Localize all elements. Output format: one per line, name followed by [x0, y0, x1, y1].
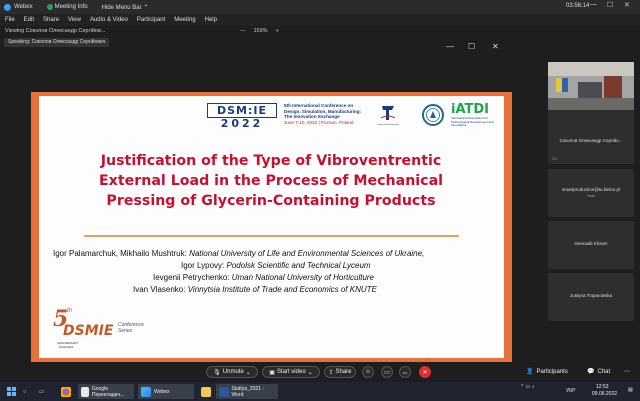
unmute-button[interactable]: [206, 366, 258, 378]
conference-series-label: Conference Series: [118, 322, 144, 334]
slide-title-line-2: External Load in the Process of Mechanical: [98, 173, 444, 189]
search-icon[interactable]: ○: [23, 388, 27, 395]
author-org: Podolsk Scientific and Technical Lyceum: [226, 261, 371, 270]
participants-button[interactable]: [526, 368, 568, 375]
participant-name: Gennadii Khavin: [574, 241, 608, 246]
tsu-logo: [379, 104, 397, 126]
share-label: Share: [335, 369, 352, 375]
chrome-icon: [81, 387, 89, 397]
participant-tile[interactable]: [548, 221, 634, 269]
slide-content: [39, 96, 504, 358]
taskbar-date[interactable]: 09.06.2022: [592, 391, 618, 397]
menu-participant[interactable]: Participant: [136, 17, 166, 23]
participants-icon: 👤: [526, 369, 534, 375]
windows-taskbar: [0, 382, 640, 401]
zoom-out-button[interactable]: —: [240, 28, 246, 34]
anniversary-dsmie: DSMIE: [63, 323, 114, 339]
iatdi-logo-subtitle: International Association for Technological Development and Innovations: [451, 116, 494, 127]
explorer-taskbar-icon[interactable]: [198, 384, 214, 399]
author-row: [53, 248, 424, 260]
viewing-bar: [0, 26, 640, 37]
slide-title: [61, 151, 481, 211]
menu-share[interactable]: Share: [43, 17, 60, 23]
app-name-label: Webex: [14, 4, 33, 10]
taskbar-item-label: Webex: [154, 388, 170, 395]
university-seal-logo: [422, 104, 444, 126]
close-icon[interactable]: ✕: [624, 2, 630, 9]
zoom-control: [240, 28, 279, 34]
participant-tile[interactable]: [548, 169, 634, 217]
taskbar-item-label: Google Перекладач...: [91, 385, 125, 398]
zoom-in-button[interactable]: +: [275, 28, 279, 34]
conference-info: [284, 103, 379, 125]
smile-icon: ☺: [364, 369, 372, 375]
author-org: Uman National University of Horticulture: [231, 273, 375, 282]
video-thumbnail-icon: [548, 62, 634, 110]
meeting-timer: 03:56:14: [566, 3, 590, 9]
menu-meeting[interactable]: Meeting: [174, 17, 196, 23]
caption-icon: ▭: [384, 369, 390, 376]
hide-menu-bar-button[interactable]: [102, 4, 149, 11]
menu-view[interactable]: View: [68, 17, 81, 23]
conf-line-1: 5th International Conference on: [284, 103, 354, 108]
meeting-controls: [0, 362, 640, 382]
conf-line-2: Design, Simulation, Manufacturing:: [284, 108, 362, 114]
microphone-muted-icon: 🎙: [213, 369, 221, 376]
meeting-info-label: Meeting Info: [54, 4, 88, 10]
share-minimize-icon[interactable]: —: [446, 42, 454, 51]
dsmie-logo-year: 2022: [220, 117, 264, 130]
participant-name: smartproduction@tu.kielce.pl: [561, 187, 621, 192]
anniversary-label: ANNIVERSARY: [57, 341, 79, 345]
chat-label: Chat: [597, 368, 611, 375]
chevron-down-icon: ⌄: [307, 369, 313, 376]
anniversary-years: 2018-2022: [59, 345, 74, 349]
task-view-icon[interactable]: ▭: [39, 388, 44, 395]
participant-tile[interactable]: [548, 62, 634, 164]
participant-tile[interactable]: [548, 273, 634, 321]
chevron-down-icon: ⌄: [245, 369, 251, 376]
taskbar-item-webex[interactable]: [138, 384, 194, 399]
title-divider: [84, 235, 459, 237]
chrome-taskbar-icon[interactable]: [58, 384, 74, 399]
start-video-label: Start video: [276, 369, 306, 375]
taskbar-item-word[interactable]: [216, 384, 278, 399]
viewing-label: Viewing Соколов Олександр Сергійов...: [5, 28, 106, 34]
menu-file[interactable]: File: [5, 17, 15, 23]
conf-line-3: The Innovation Exchange: [284, 114, 340, 119]
anniversary-suffix: th: [67, 308, 73, 314]
share-close-icon[interactable]: ✕: [492, 42, 499, 51]
more-panels-icon[interactable]: ⋯: [624, 369, 630, 375]
title-bar: [0, 0, 640, 14]
participant-name: Соколов Олександр Сергійо...: [559, 138, 623, 143]
leave-meeting-button[interactable]: [419, 366, 431, 378]
meeting-info-button[interactable]: [47, 4, 88, 10]
menu-help[interactable]: Help: [204, 17, 217, 23]
menu-edit[interactable]: Edit: [23, 17, 35, 23]
participants-label: Participants: [536, 368, 568, 375]
menu-bar: [0, 14, 640, 26]
tray-icons[interactable]: ⌃ ▭ ♪: [520, 384, 535, 390]
caption-button[interactable]: [381, 366, 393, 378]
close-icon: ✕: [422, 369, 428, 376]
participant-role: Host: [587, 194, 595, 198]
maximize-icon[interactable]: ☐: [607, 2, 614, 9]
start-video-button[interactable]: [262, 366, 320, 378]
taskbar-time[interactable]: 12:53: [596, 384, 609, 390]
author-names: Ievgenii Petrychenko:: [153, 273, 230, 282]
chat-button[interactable]: [587, 368, 610, 375]
author-org: Vinnytsia Institute of Trade and Economics of KNUTE: [187, 285, 377, 294]
slide-title-line-1: Justification of the Type of Vibroventrentic: [100, 153, 442, 169]
participant-name: Justyna Trojanowska: [569, 293, 613, 298]
dsmie-logo-text: DSM:IE: [207, 103, 277, 118]
participant-video: [548, 62, 634, 110]
author-org: National University of Life and Environmental Sciences of Ukraine,: [189, 249, 425, 258]
author-row: [133, 284, 377, 296]
share-button[interactable]: [324, 366, 356, 378]
hide-menu-bar-label: Hide Menu Bar: [101, 4, 142, 11]
reactions-button[interactable]: [362, 366, 374, 378]
webex-logo-icon: [4, 4, 11, 11]
slide-title-line-3: Pressing of Glycerin-Containing Products: [106, 193, 436, 209]
iatdi-logo: [451, 103, 505, 128]
anniversary-number: 5: [53, 306, 69, 332]
windows-start-icon[interactable]: [4, 384, 19, 399]
chevron-up-icon: ⌃: [143, 4, 149, 11]
share-maximize-icon[interactable]: ☐: [468, 42, 476, 51]
word-icon: [219, 387, 229, 397]
shared-slide: [31, 92, 512, 362]
taskbar-item-google-translate[interactable]: [78, 384, 134, 399]
share-icon: ⇪: [328, 369, 334, 376]
app-title: [4, 4, 33, 11]
author-names: Ivan Vlasenko:: [133, 285, 186, 294]
more-options-button[interactable]: [399, 366, 411, 378]
speaking-indicator: Speaking: Соколов Олександр Сергійович: [4, 38, 109, 47]
author-row: [153, 272, 374, 284]
windows-logo-icon: [7, 387, 16, 396]
author-names: Igor Lypovy:: [181, 261, 225, 270]
webex-icon: [141, 387, 151, 397]
iatdi-logo-text: iATDI: [451, 102, 490, 117]
conf-date: June 7-10, 2022 | Poznan, Poland: [284, 119, 354, 125]
menu-audio-video[interactable]: Audio & Video: [89, 17, 128, 23]
tsu-logo-text: Sumy State University: [377, 124, 399, 126]
author-names: Igor Palamarchuk, Mikhailo Mushtruk:: [53, 249, 187, 258]
shield-icon: [47, 4, 53, 10]
taskbar-item-label: Stattya_2021 - Word: [231, 385, 265, 398]
screen-share-icon: ▭: [552, 156, 557, 162]
notifications-icon[interactable]: ▤: [628, 387, 633, 393]
author-row: [181, 260, 371, 272]
more-options-icon: •••: [402, 369, 408, 375]
minimize-icon[interactable]: —: [590, 1, 597, 8]
dsmie-logo: [207, 103, 277, 129]
unmute-label: Unmute: [222, 369, 244, 375]
keyboard-language[interactable]: УКР: [566, 388, 576, 394]
video-off-icon: ▣: [269, 369, 275, 376]
zoom-level[interactable]: 159%: [253, 28, 268, 34]
chat-icon: 💬: [587, 369, 595, 375]
dsmie-anniversary-logo: [49, 306, 144, 351]
